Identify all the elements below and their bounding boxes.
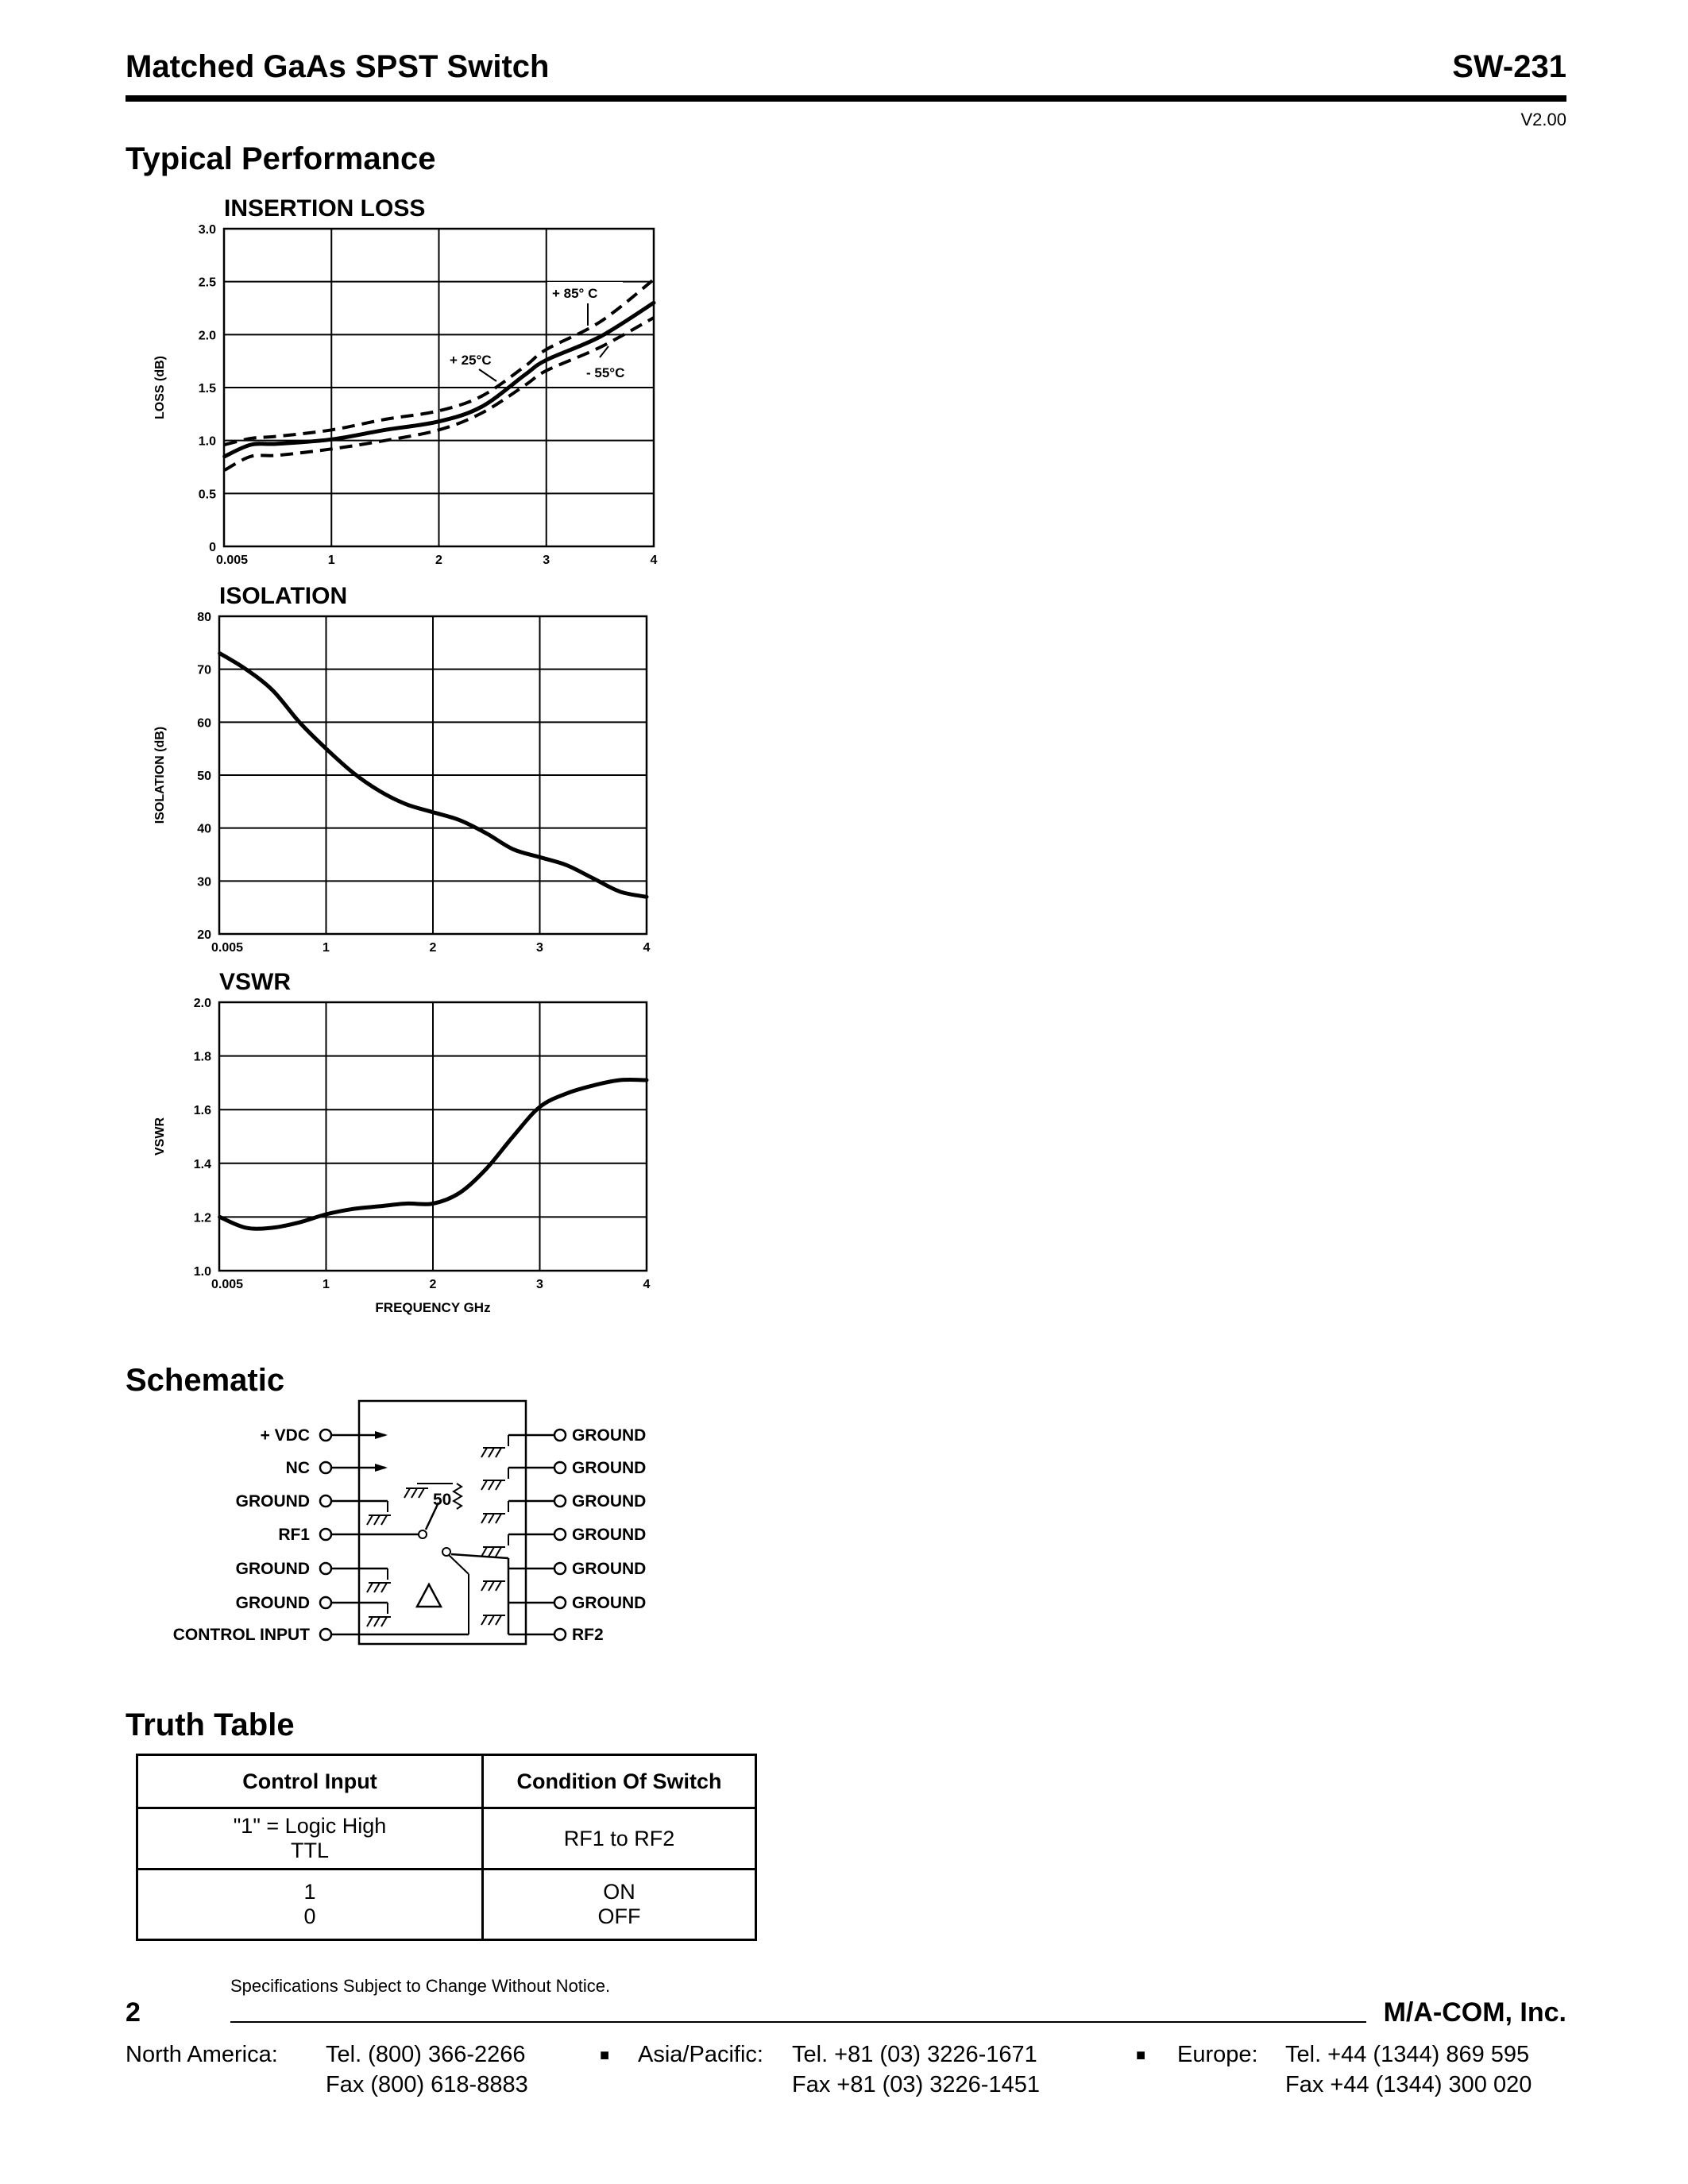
resistor-symbol [454,1484,462,1509]
y-axis-label: VSWR [153,1117,167,1156]
document-title: Matched GaAs SPST Switch [126,49,550,84]
truth-table [136,1754,757,1941]
x-tick-label: 4 [650,554,658,567]
y-tick-label: 1.5 [198,382,216,396]
region-europe: Europe: [1177,2042,1258,2067]
table-cell-condition [483,1808,756,1870]
fax-north-america: Fax (800) 618-8883 [326,2072,528,2097]
table-cell-input [137,1870,483,1940]
switch-contact [419,1530,427,1538]
y-tick-label: 1.0 [198,434,216,449]
x-tick-label: 0.005 [211,1278,244,1291]
y-tick-label: 70 [197,663,211,677]
contact-north-america [326,2039,528,2100]
vswr-chart [153,969,651,1315]
schematic-diagram [0,1382,794,1660]
driver-triangle-icon [417,1584,441,1607]
pin-terminal [554,1629,566,1640]
x-tick-label: 3 [543,554,550,567]
truth-table-header-row [137,1755,756,1808]
x-tick-label: 1 [323,941,330,955]
part-number: SW-231 [1452,49,1566,84]
input-line: "1" = Logic High [233,1814,387,1838]
pin-label-right: GROUND [572,1459,647,1477]
arrow-icon [375,1431,388,1439]
header-condition-of-switch: Condition Of Switch [483,1755,756,1808]
pin-terminal [554,1430,566,1441]
x-tick-label: 2 [429,941,437,955]
y-axis-label: LOSS (dB) [153,356,167,419]
x-tick-label: 1 [327,554,335,567]
contact-europe [1285,2039,1532,2100]
company-name: M/A-COM, Inc. [1383,1997,1566,2028]
y-tick-label: 1.0 [193,1265,211,1279]
y-tick-label: 2.0 [193,997,211,1010]
pin-label-left: + VDC [260,1426,310,1445]
header-control-input: Control Input [137,1755,483,1808]
x-tick-label: 2 [429,1278,437,1291]
y-tick-label: 30 [197,875,211,889]
pin-terminal [320,1462,331,1473]
schematic-body [173,1401,647,1644]
bullet-icon: ■ [600,2047,610,2064]
y-tick-label: 40 [197,822,211,836]
condition-line: OFF [597,1904,641,1928]
x-tick-label: 3 [536,941,543,955]
contact-asia-pacific [792,2039,1040,2100]
isolation-chart [153,583,651,955]
x-tick-label: 3 [536,1278,543,1291]
pin-label-left: GROUND [235,1492,310,1511]
annotation-leader [479,369,496,381]
region-asia-pacific: Asia/Pacific: [638,2042,763,2067]
table-cell-input [137,1808,483,1870]
pin-terminal [320,1563,331,1574]
footer-rule [230,2021,1366,2023]
pin-label-right: RF2 [572,1626,604,1644]
condition-line: RF1 to RF2 [563,1826,675,1850]
pin-label-right: GROUND [572,1526,647,1544]
pin-label-left: GROUND [235,1560,310,1578]
y-tick-label: 0.5 [198,488,216,502]
y-tick-label: 3.0 [198,223,216,237]
pin-label-left: RF1 [278,1526,310,1544]
y-tick-label: 80 [197,611,211,624]
y-tick-label: 20 [197,928,211,942]
x-tick-label: 1 [323,1278,330,1291]
pin-terminal [554,1529,566,1540]
y-tick-label: 1.6 [193,1104,211,1118]
y-tick-label: 1.4 [193,1157,211,1171]
bullet-icon: ■ [1136,2047,1146,2064]
x-tick-label: 0.005 [211,941,244,955]
pin-label-right: GROUND [572,1594,647,1612]
x-tick-label: 4 [643,1278,651,1291]
footer-note: Specifications Subject to Change Without Notice. [230,1976,611,1996]
pin-terminal [554,1462,566,1473]
chart-title: VSWR [219,969,291,995]
pin-terminal [320,1629,331,1640]
tel-asia-pacific: Tel. +81 (03) 3226-1671 [792,2042,1037,2067]
pin-label-right: GROUND [572,1426,647,1445]
input-line: 0 [303,1904,316,1928]
series-annotation: - 55°C [586,365,625,380]
y-tick-label: 0 [209,541,216,554]
pin-terminal [554,1495,566,1507]
pin-terminal [320,1597,331,1608]
x-axis-label: FREQUENCY GHz [375,1300,491,1315]
pin-label-right: GROUND [572,1560,647,1578]
region-north-america: North America: [126,2042,278,2067]
page-number: 2 [126,1997,141,2028]
x-tick-label: 2 [435,554,442,567]
resistor-label: 50 [433,1491,452,1509]
y-tick-label: 50 [197,770,211,783]
fax-asia-pacific: Fax +81 (03) 3226-1451 [792,2072,1040,2097]
pin-label-left: NC [285,1459,310,1477]
y-tick-label: 2.5 [198,276,216,290]
chart-title: INSERTION LOSS [224,195,426,222]
section-typical-performance: Typical Performance [126,141,436,176]
pin-label-left: CONTROL INPUT [172,1626,310,1644]
pin-terminal [320,1430,331,1441]
version-label: V2.00 [1520,110,1566,129]
chart-title: ISOLATION [219,583,348,609]
input-line: 1 [303,1880,316,1904]
arrow-icon [375,1464,388,1472]
pin-terminal [554,1597,566,1608]
series-annotation: + 25°C [450,353,492,368]
y-axis-label: ISOLATION (dB) [153,726,167,824]
x-tick-label: 4 [643,941,651,955]
pin-terminal [320,1529,331,1540]
pin-terminal [554,1563,566,1574]
tel-europe: Tel. +44 (1344) 869 595 [1285,2042,1530,2067]
pin-label-left: GROUND [235,1594,310,1612]
insertion-loss-chart [153,195,658,567]
y-tick-label: 1.8 [193,1050,211,1064]
section-schematic: Schematic [126,1363,285,1398]
section-truth-table: Truth Table [126,1707,295,1742]
y-tick-label: 1.2 [193,1211,211,1225]
fax-europe: Fax +44 (1344) 300 020 [1285,2072,1532,2097]
series-annotation: + 85° C [552,286,598,301]
table-row [137,1870,756,1940]
pin-label-right: GROUND [572,1492,647,1511]
table-cell-condition [483,1870,756,1940]
tel-north-america: Tel. (800) 366-2266 [326,2042,526,2067]
y-tick-label: 60 [197,716,211,731]
y-tick-label: 2.0 [198,329,216,343]
table-row [137,1808,756,1870]
input-line: TTL [290,1839,329,1862]
condition-line: ON [603,1880,635,1904]
pin-terminal [320,1495,331,1507]
x-tick-label: 0.005 [216,554,249,567]
